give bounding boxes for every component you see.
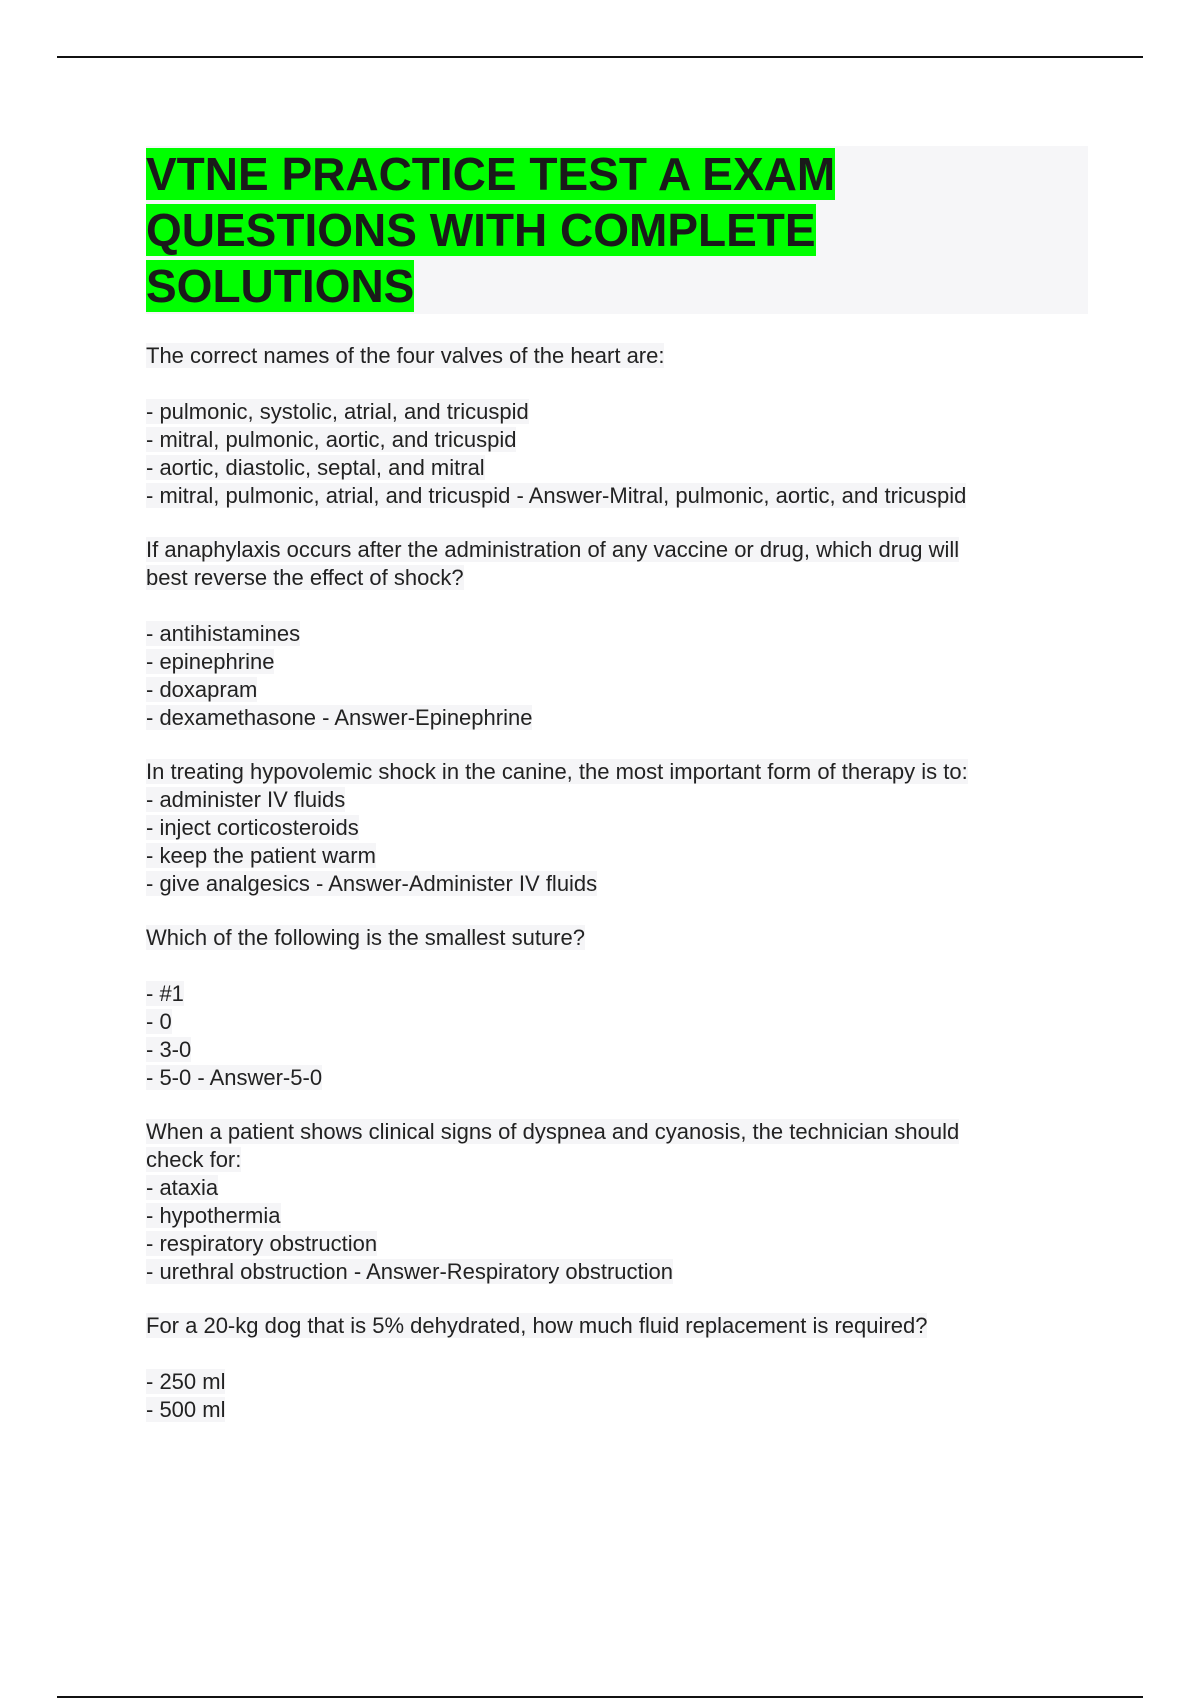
question-text-line: check for:: [146, 1147, 242, 1172]
question-text-line: If anaphylaxis occurs after the administration of any vaccine or drug, which drug will: [146, 537, 960, 562]
answer-option: [146, 1258, 1088, 1286]
answer-option: [146, 482, 1088, 510]
answer-option-text: - #1: [146, 981, 184, 1006]
answer-option: [146, 1008, 1088, 1036]
answer-option-text: - ataxia: [146, 1175, 219, 1200]
title-line-1: VTNE PRACTICE TEST A EXAM: [146, 148, 836, 200]
answer-option: [146, 398, 1088, 426]
answer-option-text: - aortic, diastolic, septal, and mitral: [146, 455, 485, 480]
question-text: [146, 1312, 1088, 1340]
answer-option-text: - 250 ml: [146, 1369, 226, 1394]
answer-option: [146, 1396, 1088, 1424]
question-text-line: The correct names of the four valves of the heart are:: [146, 343, 665, 368]
answer-option-text: - 5-0 - Answer-5-0: [146, 1065, 323, 1090]
answer-option: [146, 1230, 1088, 1258]
answer-option-text: - keep the patient warm: [146, 843, 376, 868]
question-block: [146, 1118, 1088, 1286]
answer-option: [146, 1202, 1088, 1230]
answer-option-text: - 500 ml: [146, 1397, 226, 1422]
question-block: [146, 536, 1088, 732]
answer-option-text: - administer IV fluids: [146, 787, 346, 812]
answer-option: [146, 870, 1088, 898]
answer-option-text: - urethral obstruction - Answer-Respiratory obstruction: [146, 1259, 673, 1284]
question-block: [146, 1312, 1088, 1424]
header-rule: [57, 56, 1143, 58]
answer-option: [146, 842, 1088, 870]
answer-option: [146, 676, 1088, 704]
question-text: [146, 924, 1088, 952]
answer-option-text: - respiratory obstruction: [146, 1231, 378, 1256]
question-text-line: When a patient shows clinical signs of dyspnea and cyanosis, the technician should: [146, 1119, 960, 1144]
answer-option: [146, 980, 1088, 1008]
answer-option-text: - 0: [146, 1009, 172, 1034]
spacer: [146, 952, 1088, 980]
question-text: [146, 1118, 1088, 1146]
title-line-3: SOLUTIONS: [146, 260, 415, 312]
document-title: [146, 146, 1088, 314]
question-text-line: In treating hypovolemic shock in the canine, the most important form of therapy is to:: [146, 759, 968, 784]
answer-option-text: - antihistamines: [146, 621, 301, 646]
question-text-line: best reverse the effect of shock?: [146, 565, 464, 590]
question-text: [146, 758, 1088, 786]
answer-option: [146, 814, 1088, 842]
question-text: [146, 536, 1088, 564]
answer-option: [146, 786, 1088, 814]
answer-option-text: - mitral, pulmonic, aortic, and tricuspid: [146, 427, 517, 452]
answer-option-text: - epinephrine: [146, 649, 275, 674]
answer-option-text: - pulmonic, systolic, atrial, and tricuspid: [146, 399, 529, 424]
document-body: [146, 146, 1088, 1450]
answer-option-text: - hypothermia: [146, 1203, 281, 1228]
answer-option-text: - give analgesics - Answer-Administer IV fluids: [146, 871, 598, 896]
title-block: [146, 146, 1088, 314]
answer-option: [146, 704, 1088, 732]
question-text-line: For a 20-kg dog that is 5% dehydrated, how much fluid replacement is required?: [146, 1313, 928, 1338]
question-block: [146, 758, 1088, 898]
answer-option: [146, 1368, 1088, 1396]
answer-option: [146, 426, 1088, 454]
spacer: [146, 370, 1088, 398]
answer-option: [146, 1174, 1088, 1202]
question-block: [146, 924, 1088, 1092]
answer-option-text: - dexamethasone - Answer-Epinephrine: [146, 705, 533, 730]
answer-option-text: - mitral, pulmonic, atrial, and tricuspid - Answer-Mitral, pulmonic, aortic, and tricuspid: [146, 483, 967, 508]
question-text-line: Which of the following is the smallest suture?: [146, 925, 585, 950]
question-text: [146, 342, 1088, 370]
questions-list: [146, 342, 1088, 1424]
answer-option: [146, 1064, 1088, 1092]
answer-option: [146, 620, 1088, 648]
answer-option: [146, 648, 1088, 676]
answer-option-text: - 3-0: [146, 1037, 192, 1062]
title-line-2: QUESTIONS WITH COMPLETE: [146, 204, 816, 256]
question-block: [146, 342, 1088, 510]
answer-option-text: - inject corticosteroids: [146, 815, 359, 840]
answer-option: [146, 1036, 1088, 1064]
answer-option-text: - doxapram: [146, 677, 258, 702]
question-text: [146, 1146, 1088, 1174]
answer-option: [146, 454, 1088, 482]
question-text: [146, 564, 1088, 592]
footer-rule: [57, 1696, 1143, 1698]
spacer: [146, 592, 1088, 620]
spacer: [146, 1340, 1088, 1368]
